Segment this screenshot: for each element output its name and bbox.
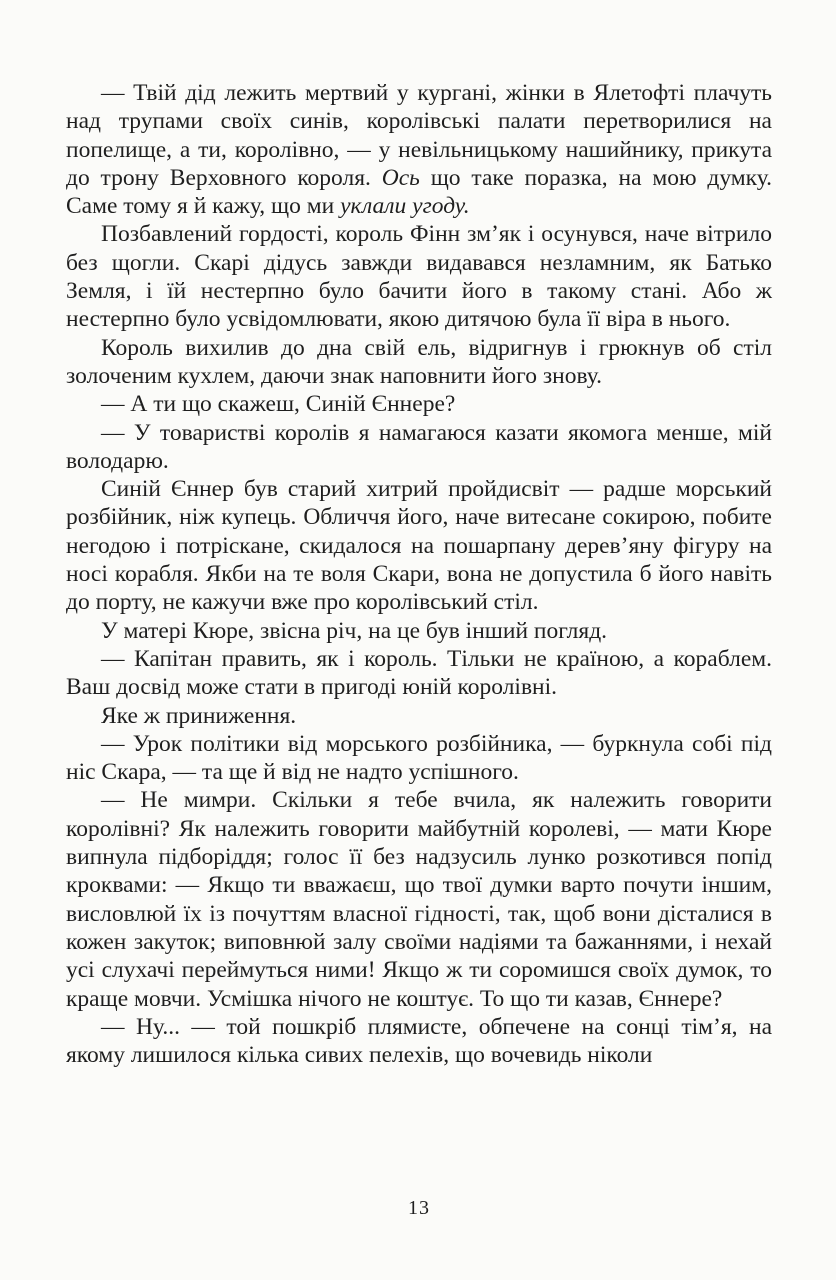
paragraph [66,702,772,730]
text-run: — Урок політики від морського розбійника, — буркнула собі під ніс Скара, — та ще й від не надто успішного. [66,730,772,786]
text-run: Позбавлений гордості, король Фінн зм’як і осунувся, наче вітрило без щогли. Скарі дідусь завжди видавався незламним, як Батько Земля, і їй нестерпно було бачити його в такому стані. Або ж нестерпно було усвідомлювати, якою дитячою була її віра в нього. [66,221,772,333]
page-number: 13 [408,1197,430,1219]
paragraph [66,617,772,645]
paragraph [66,645,772,702]
text-run: Синій Єннер був старий хитрий пройдисвіт — радше морський розбійник, ніж купець. Обличчя його, наче витесане сокирою, побите негодою і потріскане, скидалося на пошарпану дерев’яну фігуру на носі корабля. Якби на те воля Скари, вона не допустила б його навіть до порту, не кажучи вже про королівський стіл. [66,476,772,616]
text-run: — Твій дід лежить мертвий у кургані, жінки в Ялетофті плачуть над трупами своїх синів, королівські палати перетворилися на попелище, а ти, королівно, — у невільницькому нашийнику, прикута до трону Верховного короля. [66,80,772,191]
italic-text-run: уклали угоду. [340,193,470,220]
paragraph [66,79,772,220]
paragraph [66,786,772,1012]
paragraph [66,419,772,476]
text-run: Король вихилив до дна свій ель, відригнув і грюкнув об стіл золоченим кухлем, даючи знак наповнити його знову. [66,334,772,389]
paragraph [66,220,772,333]
text-run: Яке ж приниження. [101,702,297,729]
text-run: — Ну... — той пошкріб плямисте, обпечене на сонці тім’я, на якому лишилося кілька сивих пелехів, що вочевидь ніколи [66,1013,772,1069]
paragraph [66,1013,772,1070]
text-run: — У товаристві королів я намагаюся казати якомога менше, мій володарю. [66,419,772,474]
italic-text-run: Ось [381,164,420,191]
paragraph [66,730,772,787]
paragraph [66,334,772,391]
text-run: що таке поразка, на мою думку. Саме тому я й кажу, що ми [66,164,773,220]
text-run: — Капітан править, як і король. Тільки не країною, а кораблем. Ваш досвід може стати в пригоді юній королівні. [66,645,772,701]
text-run: — А ти що скажеш, Синій Єннере? [101,391,456,418]
paragraph [66,475,772,616]
text-run: — Не мимри. Скільки я тебе вчила, як належить говорити королівні? Як належить говорити майбутній королеві, — мати Кюре випнула підборіддя; голос її без надзусиль лунко розкотився попід кроквами: — Якщо ти вважаєш, що твої думки варто почути іншим, висловлюй їх із почуттям власної гідності, так, щоб вони дісталися в кожен закуток; виповнюй залу своїми надіями та бажаннями, і нехай усі слухачі переймуться ними! Якщо ж ти соромишся своїх думок, то краще мовчи. Усмішка нічого не коштує. То що ти казав, Єннере? [66,787,772,1012]
page-text-block [66,0,772,1069]
text-run: У матері Кюре, звісна річ, на це був інший погляд. [101,617,608,644]
paragraph [66,390,772,418]
